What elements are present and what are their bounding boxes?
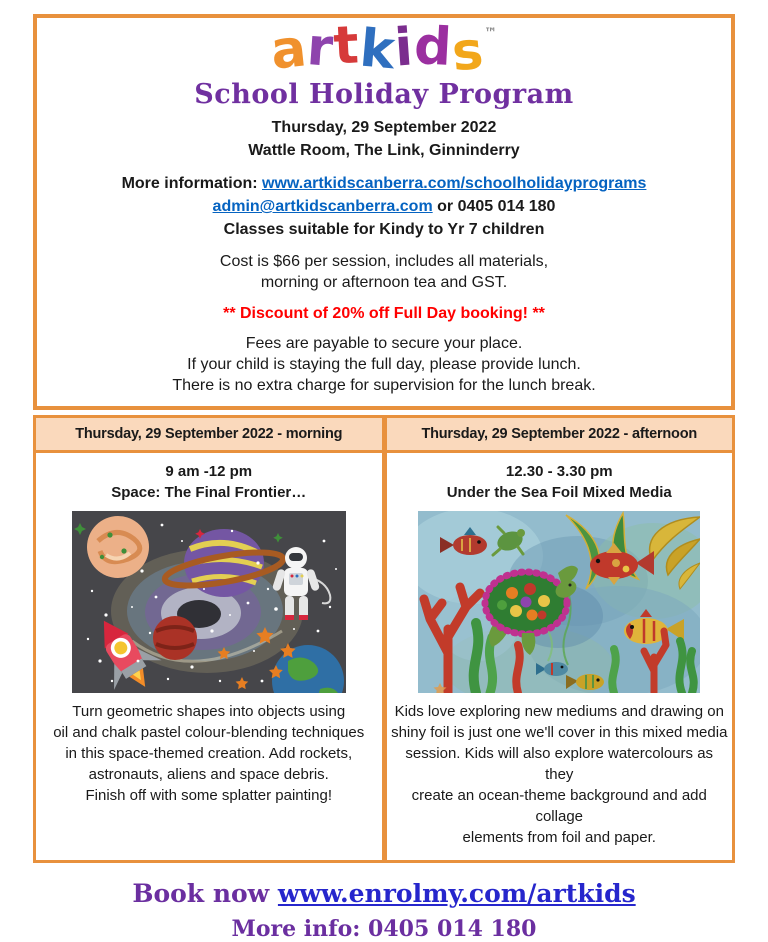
discount-note: ** Discount of 20% off Full Day booking! **	[223, 305, 545, 323]
email-link[interactable]: admin@artkidscanberra.com	[212, 198, 433, 216]
more-info-text: More info: 0405 014 180	[231, 916, 537, 942]
header-section	[33, 14, 735, 410]
website-link[interactable]: www.artkidscanberra.com/schoolholidayprograms	[262, 175, 647, 193]
description-line: Finish off with some splatter painting!	[85, 787, 332, 805]
description-line: Turn geometric shapes into objects using	[72, 703, 346, 721]
page-title: School Holiday Program	[194, 79, 574, 111]
flyer-page	[0, 14, 768, 942]
event-date: Thursday, 29 September 2022	[271, 119, 497, 137]
email-line	[45, 195, 723, 218]
trademark-symbol: ™	[484, 26, 498, 41]
logo-letter-t: t	[331, 15, 361, 77]
session-time-morning: 9 am -12 pm	[165, 463, 253, 481]
footer	[0, 879, 768, 942]
logo-letter-s: s	[449, 20, 487, 84]
more-info-label: More information:	[121, 175, 263, 193]
session-header-morning: Thursday, 29 September 2022 - morning	[36, 418, 382, 453]
enrolmy-link[interactable]: www.enrolmy.com/artkids	[277, 879, 636, 909]
session-title-morning: Space: The Final Frontier…	[111, 484, 307, 502]
artkids-logo	[45, 15, 723, 84]
description-line: session. Kids will also explore watercolours as they	[405, 745, 714, 784]
session-header-afternoon: Thursday, 29 September 2022 - afternoon	[387, 418, 733, 453]
description-line: create an ocean-theme background and add collage	[411, 787, 707, 826]
logo-letter-r: r	[305, 17, 336, 79]
session-title-afternoon: Under the Sea Foil Mixed Media	[446, 484, 672, 502]
logo-letter-i: i	[392, 17, 416, 79]
logo-letter-a: a	[267, 18, 310, 82]
space-artwork-image	[36, 511, 382, 693]
session-description-afternoon	[387, 701, 733, 848]
book-now-line	[0, 879, 768, 908]
phone-text: or 0405 014 180	[432, 198, 556, 216]
more-info-line	[45, 172, 723, 195]
logo-letter-k: k	[357, 18, 398, 82]
fees-note-1: Fees are payable to secure your place.	[245, 335, 523, 353]
cost-line-1: Cost is $66 per session, includes all materials,	[219, 253, 549, 271]
fees-note-3: There is no extra charge for supervision for the lunch break.	[172, 377, 596, 395]
description-line: oil and chalk pastel colour-blending techniques	[53, 724, 365, 742]
fees-note-2: If your child is staying the full day, please provide lunch.	[187, 356, 581, 374]
description-line: Kids love exploring new mediums and drawing on	[394, 703, 724, 721]
session-card-morning	[33, 415, 385, 863]
event-venue: Wattle Room, The Link, Ginninderry	[248, 142, 520, 160]
session-time-afternoon: 12.30 - 3.30 pm	[505, 463, 613, 481]
book-now-label: Book now	[132, 879, 278, 909]
cost-line-2: morning or afternoon tea and GST.	[260, 274, 508, 292]
description-line: in this space-themed creation. Add rockets,	[65, 745, 353, 763]
description-line: elements from foil and paper.	[462, 829, 656, 847]
session-description-morning	[36, 701, 382, 806]
sea-artwork-image	[387, 511, 733, 693]
session-card-afternoon	[384, 415, 736, 863]
classes-note: Classes suitable for Kindy to Yr 7 children	[223, 221, 545, 239]
fees-notes	[45, 333, 723, 396]
logo-letter-d: d	[412, 16, 454, 78]
description-line: astronauts, aliens and space debris.	[88, 766, 329, 784]
sessions-table	[33, 415, 735, 863]
description-line: shiny foil is just one we'll cover in this mixed media	[391, 724, 728, 742]
